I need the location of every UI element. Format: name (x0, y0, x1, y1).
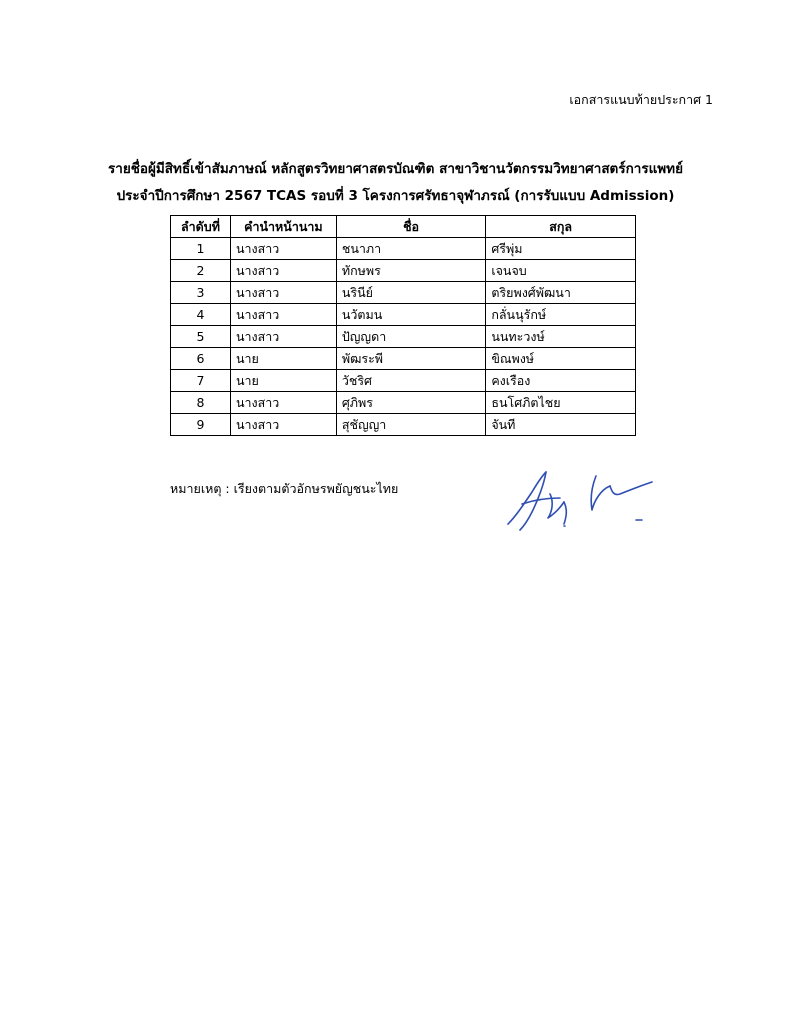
order-cell: 6 (171, 348, 231, 370)
header-first-name: ชื่อ (336, 216, 485, 238)
signature-image (502, 464, 662, 536)
prefix-cell: นางสาว (230, 282, 336, 304)
table-row (171, 282, 636, 304)
table-row (171, 348, 636, 370)
last-name-cell: จันที (486, 414, 636, 436)
prefix-cell: นางสาว (230, 414, 336, 436)
table-row (171, 370, 636, 392)
prefix-cell: นางสาว (230, 238, 336, 260)
first-name-cell: ปัญญดา (336, 326, 485, 348)
last-name-cell: คงเรือง (486, 370, 636, 392)
table-row (171, 304, 636, 326)
order-cell: 9 (171, 414, 231, 436)
last-name-cell: ธนโศภิตไชย (486, 392, 636, 414)
order-cell: 5 (171, 326, 231, 348)
last-name-cell: นนทะวงษ์ (486, 326, 636, 348)
last-name-cell: ศรีพุ่ม (486, 238, 636, 260)
header-prefix: คำนำหน้านาม (230, 216, 336, 238)
table-row (171, 238, 636, 260)
table-row (171, 392, 636, 414)
table-body (171, 238, 636, 436)
first-name-cell: ชนาภา (336, 238, 485, 260)
order-cell: 3 (171, 282, 231, 304)
note-text: หมายเหตุ : เรียงตามตัวอักษรพยัญชนะไทย (170, 481, 399, 496)
prefix-cell: นาย (230, 370, 336, 392)
table-row (171, 260, 636, 282)
first-name-cell: นวัตมน (336, 304, 485, 326)
document-title-line-2: ประจำปีการศึกษา 2567 TCAS รอบที่ 3 โครงการศรัทธาจุฬาภรณ์ (การรับแบบ Admission) (116, 188, 675, 204)
order-cell: 4 (171, 304, 231, 326)
first-name-cell: นรินีย์ (336, 282, 485, 304)
first-name-cell: พัฒระพี (336, 348, 485, 370)
document-title-line-1: รายชื่อผู้มีสิทธิ์เข้าสัมภาษณ์ หลักสูตรวิทยาศาสตรบัณฑิต สาขาวิชานวัตกรรมวิทยาศาสตร์การแพทย์ (107, 161, 683, 177)
first-name-cell: ศุภิพร (336, 392, 485, 414)
first-name-cell: สุชัญญา (336, 414, 485, 436)
attachment-label: เอกสารแนบท้ายประกาศ 1 (569, 92, 713, 107)
last-name-cell: ขิณพงษ์ (486, 348, 636, 370)
order-cell: 1 (171, 238, 231, 260)
first-name-cell: ทักษพร (336, 260, 485, 282)
order-cell: 7 (171, 370, 231, 392)
order-cell: 8 (171, 392, 231, 414)
candidate-table (170, 215, 636, 436)
header-last-name: สกุล (486, 216, 636, 238)
prefix-cell: นางสาว (230, 326, 336, 348)
prefix-cell: นาย (230, 348, 336, 370)
last-name-cell: เจนจบ (486, 260, 636, 282)
table-header-row (171, 216, 636, 238)
last-name-cell: กลั่นนุรักษ์ (486, 304, 636, 326)
first-name-cell: วัชริศ (336, 370, 485, 392)
header-order: ลำดับที่ (171, 216, 231, 238)
prefix-cell: นางสาว (230, 392, 336, 414)
prefix-cell: นางสาว (230, 260, 336, 282)
table-row (171, 414, 636, 436)
last-name-cell: ตริยพงศ์พัฒนา (486, 282, 636, 304)
order-cell: 2 (171, 260, 231, 282)
table-row (171, 326, 636, 348)
prefix-cell: นางสาว (230, 304, 336, 326)
